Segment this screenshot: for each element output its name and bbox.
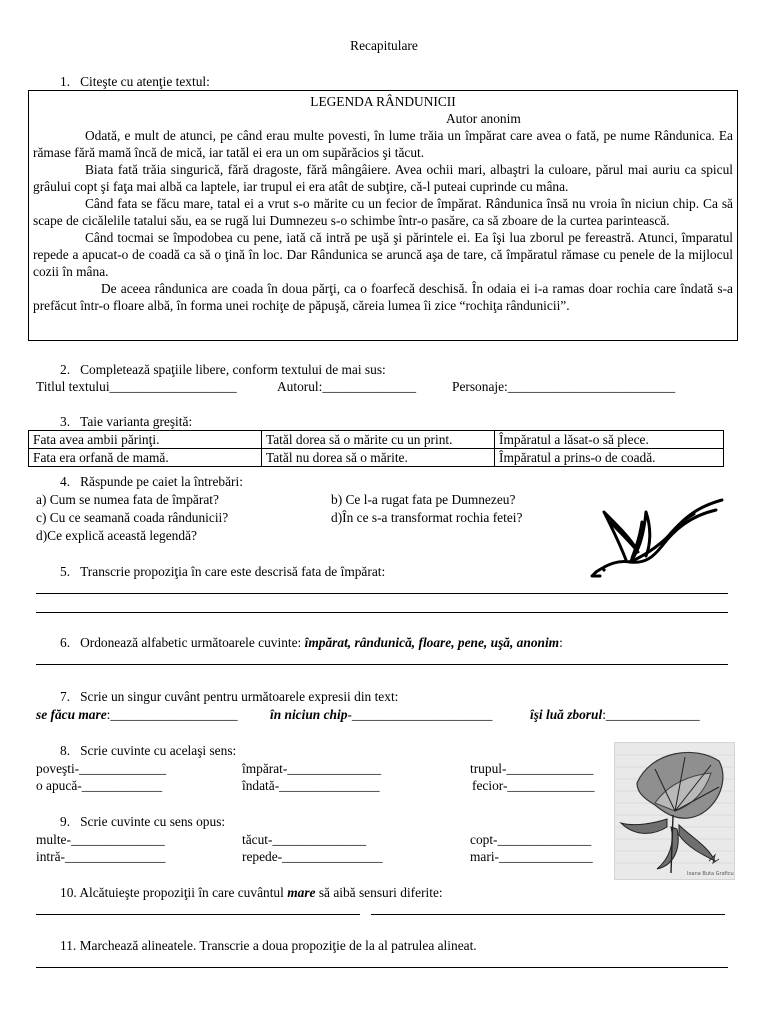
q10-text: 10. Alcătuieşte propoziţii în care cuvântul	[60, 885, 288, 900]
q10-label	[60, 884, 443, 901]
antonym-field[interactable]: mari-______________	[470, 849, 593, 864]
synonym-field[interactable]: fecior-_____________	[472, 778, 595, 793]
story-paragraph-3: Când fata se făcu mare, tatal ei a vrut s-o mărite cu un fecior de împărat. Rândunica însă nu vroia în niciun chip. Ca să scape de cicălelile tatalui său, ea se rugă lui Dumnezeu s-o schimbe într-o pasăre, ca să zboare de la curtea parintească.	[33, 196, 733, 228]
question-b: b) Ce l-a rugat fata pe Dumnezeu?	[331, 492, 516, 507]
expression-1-blank: :___________________	[106, 707, 238, 722]
synonym-field[interactable]: o apucă-____________	[36, 778, 163, 793]
table-row	[29, 449, 724, 467]
answer-line[interactable]	[371, 914, 725, 915]
antonym-field[interactable]: tăcut-______________	[242, 832, 367, 847]
expression-2-text: în niciun chip	[270, 707, 348, 722]
synonym-field[interactable]: trupul-_____________	[470, 761, 594, 776]
q2-label: 2. Completează spaţiile libere, conform textului de mai sus:	[60, 362, 386, 377]
expression-3[interactable]	[530, 706, 700, 723]
answer-line[interactable]	[36, 914, 360, 915]
expression-3-text: îşi luă zborul	[530, 707, 603, 722]
q10-end: să aibă sensuri diferite:	[315, 885, 443, 900]
q6-label	[60, 634, 563, 651]
story-paragraph-2: Biata fată trăia singurică, fără dragoste, fără mângâiere. Avea ochii mari, albaştri la culoare, părul mai auriu ca spicul grâului copt şi faţa mai albă ca laptele, iar trupul ei era atât de subţire, că-l puteai cuprinde cu mâna.	[33, 162, 733, 194]
story-paragraph-4: Când tocmai se împodobea cu pene, iată că intră pe uşă şi părintele ei. Ea îşi lua zborul pe fereastră. Atunci, împaratul repede a apucat-o de coadă ca să o ţină în loc. Dar Rândunica se aruncă aşa de tare, că împăratul rămase cu penele de la mijlocul cozii în mâna.	[33, 230, 733, 279]
question-e: d)Ce explică această legendă?	[36, 528, 197, 543]
synonym-field[interactable]: poveşti-_____________	[36, 761, 167, 776]
table-cell[interactable]: Tatăl dorea să o mărite cu un print.	[262, 431, 495, 449]
question-d: d)În ce s-a transformat rochia fetei?	[331, 510, 523, 525]
flower-caption: Ioana Buta Graficu	[687, 871, 734, 877]
swallow-icon	[590, 472, 730, 592]
antonym-field[interactable]: repede-_______________	[242, 849, 383, 864]
expression-3-blank: :______________	[602, 707, 700, 722]
antonym-field[interactable]: multe-______________	[36, 832, 165, 847]
flower-icon	[615, 743, 734, 879]
true-false-table	[28, 430, 724, 467]
q5-label: 5. Transcrie propoziţia în care este descrisă fata de împărat:	[60, 564, 386, 579]
antonym-field[interactable]: copt-______________	[470, 832, 592, 847]
answer-line[interactable]	[36, 664, 728, 665]
q4-label: 4. Răspunde pe caiet la întrebări:	[60, 474, 243, 489]
author-field[interactable]: Autorul:______________	[277, 379, 417, 394]
characters-field[interactable]: Personaje:_________________________	[452, 379, 676, 394]
page-title: Recapitulare	[350, 38, 418, 53]
table-cell[interactable]: Fata avea ambii părinţi.	[29, 431, 262, 449]
answer-line[interactable]	[36, 593, 728, 594]
table-cell[interactable]: Tatăl nu dorea să o mărite.	[262, 449, 495, 467]
q11-label: 11. Marchează alineatele. Transcrie a doua propoziţie de la al patrulea alineat.	[60, 938, 477, 953]
answer-line[interactable]	[36, 612, 728, 613]
story-paragraph-1: Odată, e mult de atunci, pe când erau multe povesti, în lume trăia un împărat care avea o fată, pe nume Rândunica. Ea rămase fără mamă încă de mică, iar tatăl ei era un om supărăcios şi tăcut.	[33, 128, 733, 160]
q1-label: 1. Citeşte cu atenţie textul:	[60, 74, 210, 89]
synonym-field[interactable]: îndată-_______________	[242, 778, 380, 793]
story-author: Autor anonim	[446, 111, 521, 126]
q6-end: :	[559, 635, 563, 650]
expression-2-blank: -_____________________	[347, 707, 493, 722]
table-cell[interactable]: Fata era orfană de mamă.	[29, 449, 262, 467]
table-cell[interactable]: Împăratul a lăsat-o să plece.	[495, 431, 724, 449]
q6-text: 6. Ordonează alfabetic următoarele cuvinte:	[60, 635, 305, 650]
question-c: c) Cu ce seamană coada rândunicii?	[36, 510, 229, 525]
flower-sketch	[614, 742, 735, 880]
q8-label: 8. Scrie cuvinte cu acelaşi sens:	[60, 743, 237, 758]
q3-label: 3. Taie varianta greşită:	[60, 414, 193, 429]
answer-line[interactable]	[36, 967, 728, 968]
expression-1[interactable]	[36, 706, 238, 723]
q7-label: 7. Scrie un singur cuvânt pentru următoarele expresii din text:	[60, 689, 399, 704]
antonym-field[interactable]: intră-_______________	[36, 849, 166, 864]
title-field[interactable]: Titlul textului___________________	[36, 379, 237, 394]
story-paragraph-5: De aceea rândunica are coada în doua părţi, ca o foarfecă deschisă. În odaia ei i-a ramas doar rochia care îndată s-a prefăcut într-o floare albă, în forma unei rochiţe de păpuşă, căreia lumea îi zice “rochiţa rândunicii”.	[33, 281, 733, 313]
expression-2[interactable]	[270, 706, 492, 723]
table-cell[interactable]: Împăratul a prins-o de coadă.	[495, 449, 724, 467]
story-box	[28, 90, 738, 341]
story-title: LEGENDA RÂNDUNICII	[310, 94, 456, 109]
q10-word: mare	[287, 885, 316, 900]
q9-label: 9. Scrie cuvinte cu sens opus:	[60, 814, 226, 829]
question-a: a) Cum se numea fata de împărat?	[36, 492, 219, 507]
q6-words: împărat, rândunică, floare, pene, uşă, anonim	[304, 635, 560, 650]
synonym-field[interactable]: împărat-______________	[242, 761, 382, 776]
table-row	[29, 431, 724, 449]
expression-1-text: se făcu mare	[36, 707, 107, 722]
